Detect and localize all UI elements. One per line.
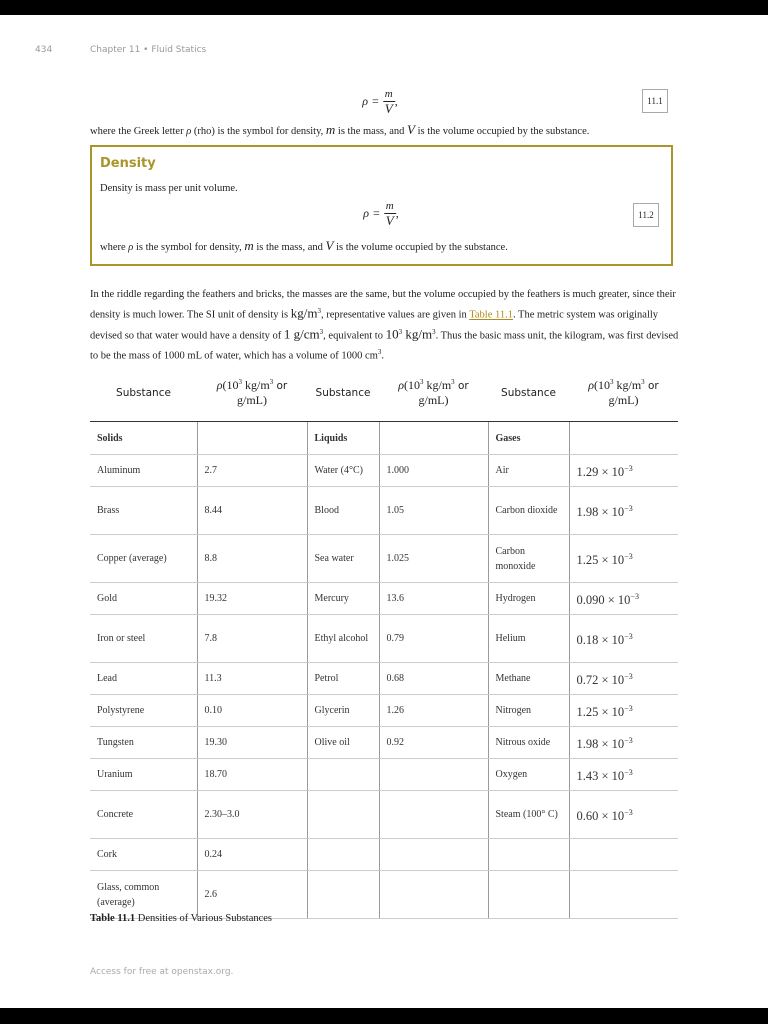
empty-cell (569, 839, 678, 871)
density-liquid: 13.6 (379, 583, 488, 615)
density-unit-label: $\rho(10^3$ $kg/m^3$ (216, 378, 274, 392)
density-unit-alt: g/mL) (237, 393, 267, 407)
density-gas: $0.090 \times 10^{-3}$ (569, 583, 678, 615)
density-definition-box (90, 145, 673, 266)
table-header-row (90, 365, 678, 422)
substance-solid: Gold (90, 583, 197, 615)
running-head (35, 45, 206, 55)
substance-gas: Nitrogen (488, 695, 569, 727)
density-unit-alt: g/mL) (418, 393, 449, 407)
box-where-text: where ρ is the symbol for density, m is the mass, and V is the volume occupied by the substance. (100, 238, 508, 253)
density-liquid: 1.26 (379, 695, 488, 727)
empty-cell (197, 422, 307, 455)
table-body (90, 422, 678, 919)
substance-gas: Helium (488, 615, 569, 663)
substance-gas: Steam (100° C) (488, 791, 569, 839)
empty-cell (379, 422, 488, 455)
fraction: $\frac{m}{V}$ (385, 200, 394, 228)
table-row (90, 791, 678, 839)
empty-cell (379, 839, 488, 871)
density-solid: 18.70 (197, 759, 307, 791)
empty-cell (379, 759, 488, 791)
column-header-substance: Substance (488, 365, 569, 422)
substance-liquid: Glycerin (307, 695, 379, 727)
table-row (90, 487, 678, 535)
density-formula: ρ = $\frac{m}{V}$ , (363, 200, 399, 228)
substance-gas: Oxygen (488, 759, 569, 791)
density-gas: $0.18 \times 10^{-3}$ (569, 615, 678, 663)
empty-cell (307, 759, 379, 791)
substance-solid: Polystyrene (90, 695, 197, 727)
density-liquid: 0.79 (379, 615, 488, 663)
substance-solid: Tungsten (90, 727, 197, 759)
category-label: Gases (488, 422, 569, 455)
density-liquid: 0.92 (379, 727, 488, 759)
substance-solid: Glass, common (average) (90, 871, 197, 919)
substance-liquid: Water (4°C) (307, 455, 379, 487)
substance-solid: Uranium (90, 759, 197, 791)
density-gas: $1.43 \times 10^{-3}$ (569, 759, 678, 791)
substance-liquid: Ethyl alcohol (307, 615, 379, 663)
substance-solid: Lead (90, 663, 197, 695)
density-solid: 0.10 (197, 695, 307, 727)
equation-11-2 (92, 199, 670, 233)
table-row (90, 455, 678, 487)
density-liquid: 0.68 (379, 663, 488, 695)
fraction: $\frac{m}{V}$ (384, 88, 393, 116)
equation-11-1 (90, 87, 670, 121)
density-solid: 7.8 (197, 615, 307, 663)
density-formula: ρ = $\frac{m}{V}$ , (362, 88, 398, 116)
substance-solid: Cork (90, 839, 197, 871)
empty-cell (569, 871, 678, 919)
column-header-substance: Substance (90, 365, 197, 422)
category-label: Solids (90, 422, 197, 455)
substance-solid: Copper (average) (90, 535, 197, 583)
density-solid: 11.3 (197, 663, 307, 695)
substance-solid: Iron or steel (90, 615, 197, 663)
column-header-substance: Substance (307, 365, 379, 422)
density-gas: $1.29 \times 10^{-3}$ (569, 455, 678, 487)
empty-cell (307, 791, 379, 839)
box-definition: Density is mass per unit volume. (100, 183, 238, 194)
density-unit-label: $\rho(10^3$ $kg/m^3$ (398, 378, 455, 392)
density-unit-alt: g/mL) (608, 393, 639, 407)
empty-cell (488, 871, 569, 919)
empty-cell (307, 871, 379, 919)
density-gas: $0.60 \times 10^{-3}$ (569, 791, 678, 839)
density-gas: $1.25 \times 10^{-3}$ (569, 695, 678, 727)
table-caption: Table 11.1 Densities of Various Substances (90, 913, 273, 924)
empty-cell (379, 871, 488, 919)
paragraph-rho-definition: where the Greek letter ρ (rho) is the symbol for density, m is the mass, and V is the volume occupied by the substance. (90, 122, 590, 137)
chapter-title: Chapter 11 • Fluid Statics (90, 45, 207, 55)
density-solid: 19.30 (197, 727, 307, 759)
table-row (90, 695, 678, 727)
density-solid: 8.44 (197, 487, 307, 535)
density-solid: 2.30–3.0 (197, 791, 307, 839)
textbook-page (0, 15, 768, 1008)
substance-gas: Hydrogen (488, 583, 569, 615)
substance-gas: Air (488, 455, 569, 487)
table-row (90, 583, 678, 615)
column-header-density: $\rho(10^3$ $kg/m^3$ or g/mL) (379, 365, 488, 422)
substance-liquid: Mercury (307, 583, 379, 615)
table-row (90, 663, 678, 695)
box-title: Density (100, 156, 156, 171)
table-row (90, 615, 678, 663)
density-liquid: 1.000 (379, 455, 488, 487)
substance-liquid: Sea water (307, 535, 379, 583)
empty-cell (488, 839, 569, 871)
category-label: Liquids (307, 422, 379, 455)
substance-gas: Nitrous oxide (488, 727, 569, 759)
table-11-1-link[interactable]: Table 11.1 (469, 309, 513, 321)
density-gas: $1.25 \times 10^{-3}$ (569, 535, 678, 583)
density-gas: $0.72 \times 10^{-3}$ (569, 663, 678, 695)
density-solid: 0.24 (197, 839, 307, 871)
page-number: 434 (35, 45, 53, 55)
substance-solid: Brass (90, 487, 197, 535)
density-solid: 2.7 (197, 455, 307, 487)
table-row (90, 759, 678, 791)
column-header-density: $\rho(10^3$ $kg/m^3$ or g/mL) (197, 365, 307, 422)
substance-solid: Aluminum (90, 455, 197, 487)
substance-gas: Carbon monoxide (488, 535, 569, 583)
empty-cell (569, 422, 678, 455)
empty-cell (379, 791, 488, 839)
density-gas: $1.98 \times 10^{-3}$ (569, 487, 678, 535)
substance-gas: Carbon dioxide (488, 487, 569, 535)
column-header-density: $\rho(10^3$ $kg/m^3$ or g/mL) (569, 365, 678, 422)
substance-solid: Concrete (90, 791, 197, 839)
density-solid: 2.6 (197, 871, 307, 919)
equation-number: 11.1 (642, 89, 668, 113)
equation-number: 11.2 (633, 203, 659, 227)
density-gas: $1.98 \times 10^{-3}$ (569, 727, 678, 759)
substance-gas: Methane (488, 663, 569, 695)
substance-liquid: Blood (307, 487, 379, 535)
table-row (90, 839, 678, 871)
category-row (90, 422, 678, 455)
paragraph-feathers-bricks: In the riddle regarding the feathers and bricks, the masses are the same, but the volume occupied by the feathers is much greater, since their density is much lower. The SI unit of density is $kg/m^3$, representative values are given in Table 11.1. The metric system was originally devised so that water would have a density of 1 $g/cm^3$, equivalent to $10^3$ $kg/m^3$. Thus the basic mass unit, the kilogram, was first devised to be the mass of 1000 mL of water, which has a volume of 1000 $cm^3$. (90, 289, 679, 362)
density-solid: 8.8 (197, 535, 307, 583)
substance-liquid: Petrol (307, 663, 379, 695)
substance-liquid: Olive oil (307, 727, 379, 759)
density-solid: 19.32 (197, 583, 307, 615)
table-row (90, 871, 678, 919)
empty-cell (307, 839, 379, 871)
density-unit-label: $\rho(10^3$ $kg/m^3$ (588, 378, 645, 392)
page-footer: Access for free at openstax.org. (90, 967, 234, 977)
density-liquid: 1.025 (379, 535, 488, 583)
density-liquid: 1.05 (379, 487, 488, 535)
density-table (90, 365, 678, 919)
table-row (90, 535, 678, 583)
table-row (90, 727, 678, 759)
